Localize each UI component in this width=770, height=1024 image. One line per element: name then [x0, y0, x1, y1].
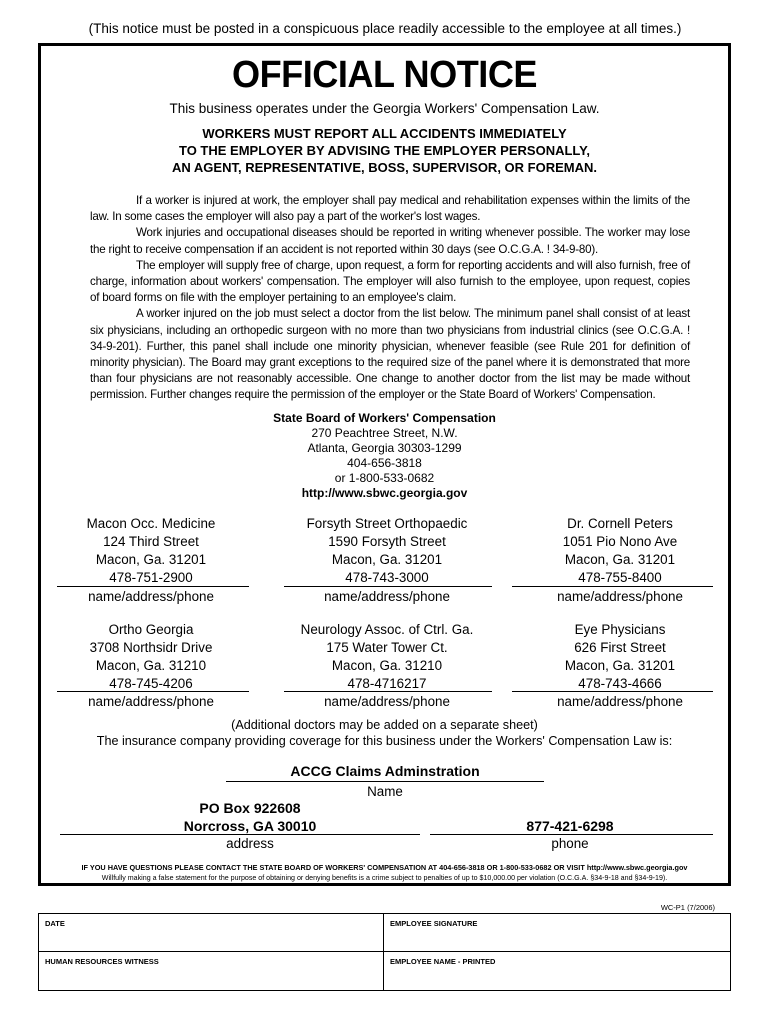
- board-street: 270 Peachtree Street, N.W.: [311, 426, 458, 440]
- doctor-city: Macon, Ga. 31210: [95, 658, 207, 673]
- doctor-field-label: name/address/phone: [88, 694, 214, 709]
- doctor-line: [512, 586, 713, 587]
- paragraph-forms: The employer will supply free of charge, upon request, a form for reporting accidents and will also furnish, free of charge, information about workers' compensation. The employer will also furnish to the employee, upon request, copies of board forms on file with the employer pertaining to an employee's claim.: [90, 258, 690, 305]
- paragraph-doctor-panel: A worker injured on the job must select a doctor from the list below. The minimum panel shall consist of at least six physicians, including an orthopedic surgeon with no more than two physicians from industrial clinics (see O.C.G.A. ! 34-9-201). Further, this panel shall include one minority physician, whenever feasible (see Rule 201 for definition of minority physician). The Board may grant exceptions to the required size of the panel where it is demonstrated that more than four physicians are not reasonably accessible. One change to another doctor from the list may be made without permission. Further changes require the permission of the employer or the State Board of Workers' Compensation.: [90, 307, 690, 402]
- posting-instruction: (This notice must be posted in a conspicuous place readily accessible to the employee at all times.): [88, 21, 682, 36]
- doctor-entry: [277, 515, 497, 587]
- doctor-field-label: name/address/phone: [557, 694, 683, 709]
- signature-table: [38, 913, 731, 991]
- doctor-entry: [510, 515, 730, 587]
- doctor-city: Macon, Ga. 31201: [564, 552, 676, 567]
- doctor-line: [57, 691, 249, 692]
- doctor-entry: [41, 515, 261, 587]
- board-url: http://www.sbwc.georgia.gov: [301, 486, 468, 500]
- doctor-street: 1590 Forsyth Street: [328, 534, 446, 549]
- notice-body: [90, 193, 690, 404]
- penalty-note: Willfully making a false statement for the purpose of obtaining or denying benefits is a crime subject to penalties of up to $10,000.00 per violation (O.C.G.A. §34-9-18 and §34-9-19).: [101, 874, 668, 882]
- doctor-street: 124 Third Street: [103, 534, 199, 549]
- signature-divider-horizontal: [38, 951, 731, 952]
- doctor-line: [57, 586, 249, 587]
- doctor-field-label: name/address/phone: [88, 589, 214, 604]
- doctor-phone: 478-743-4666: [578, 676, 662, 691]
- reporting-warning: [38, 125, 731, 176]
- doctor-city: Macon, Ga. 31201: [95, 552, 207, 567]
- doctor-entry: [510, 621, 730, 693]
- page-title: OFFICIAL NOTICE: [231, 54, 538, 96]
- insurer-phone: 877-421-6298: [526, 818, 614, 834]
- doctor-name: Ortho Georgia: [108, 622, 194, 637]
- doctor-street: 3708 Northsidr Drive: [89, 640, 213, 655]
- doctor-line: [284, 691, 492, 692]
- insurance-section-intro: [38, 717, 731, 749]
- doctor-city: Macon, Ga. 31201: [331, 552, 443, 567]
- board-name: State Board of Workers' Compensation: [273, 411, 496, 425]
- employee-signature-field[interactable]: EMPLOYEE SIGNATURE: [390, 919, 478, 928]
- doctor-field-label: name/address/phone: [557, 589, 683, 604]
- state-board-contact: [38, 411, 731, 501]
- doctor-name: Macon Occ. Medicine: [86, 516, 216, 531]
- board-phone: 404-656-3818: [347, 456, 422, 470]
- insurance-intro: The insurance company providing coverage for this business under the Workers' Compensation Law is:: [96, 734, 673, 748]
- warning-line-3: AN AGENT, REPRESENTATIVE, BOSS, SUPERVISOR, OR FOREMAN.: [172, 160, 597, 175]
- doctor-phone: 478-755-8400: [578, 570, 662, 585]
- board-city: Atlanta, Georgia 30303-1299: [307, 441, 462, 455]
- doctor-field-label: name/address/phone: [324, 694, 450, 709]
- doctor-line: [284, 586, 492, 587]
- insurer-address-line: [60, 834, 420, 835]
- date-field[interactable]: DATE: [45, 919, 65, 928]
- additional-doctors-note: (Additional doctors may be added on a separate sheet): [231, 718, 538, 732]
- hr-witness-field[interactable]: HUMAN RESOURCES WITNESS: [45, 957, 159, 966]
- insurer-name: ACCG Claims Adminstration: [290, 763, 480, 779]
- doctor-street: 626 First Street: [574, 640, 666, 655]
- doctor-line: [512, 691, 713, 692]
- doctor-street: 175 Water Tower Ct.: [326, 640, 448, 655]
- subtitle: This business operates under the Georgia Workers' Compensation Law.: [169, 101, 600, 116]
- signature-divider-vertical: [383, 913, 384, 991]
- insurer-phone-label: phone: [551, 836, 589, 851]
- warning-line-1: WORKERS MUST REPORT ALL ACCIDENTS IMMEDIATELY: [202, 126, 567, 141]
- doctor-field-label: name/address/phone: [324, 589, 450, 604]
- insurer-phone-line: [430, 834, 713, 835]
- insurer-address-label: address: [226, 836, 274, 851]
- insurer-name-line: [226, 781, 544, 782]
- doctor-entry: [41, 621, 261, 693]
- warning-line-2: TO THE EMPLOYER BY ADVISING THE EMPLOYER PERSONALLY,: [178, 143, 590, 158]
- paragraph-report-injuries: Work injuries and occupational diseases should be reported in writing whenever possible. The worker may lose the right to receive compensation if an accident is not reported within 30 days (see O.C.G.A. ! 34-9-80).: [90, 226, 690, 256]
- doctor-entry: [277, 621, 497, 693]
- contact-note: IF YOU HAVE QUESTIONS PLEASE CONTACT THE STATE BOARD OF WORKERS' COMPENSATION AT 404-656-3818 OR 1-800-533-0682 OR VISIT http://www.sbwc.georgia.gov: [81, 863, 688, 872]
- form-id: WC-P1 (7/2006): [660, 903, 715, 912]
- doctor-name: Forsyth Street Orthopaedic: [306, 516, 468, 531]
- doctor-name: Eye Physicians: [574, 622, 666, 637]
- doctor-phone: 478-4716217: [347, 676, 427, 691]
- insurer-name-label: Name: [367, 784, 403, 799]
- doctor-name: Neurology Assoc. of Ctrl. Ga.: [300, 622, 474, 637]
- doctor-name: Dr. Cornell Peters: [567, 516, 673, 531]
- doctor-street: 1051 Pio Nono Ave: [562, 534, 678, 549]
- insurer-address-line-2: Norcross, GA 30010: [183, 818, 317, 834]
- paragraph-employer-pays: If a worker is injured at work, the employer shall pay medical and rehabilitation expenses within the limits of the law. In some cases the employer will also pay a part of the worker's lost wages.: [90, 194, 690, 224]
- doctor-phone: 478-751-2900: [109, 570, 193, 585]
- employee-name-field[interactable]: EMPLOYEE NAME - PRINTED: [390, 957, 496, 966]
- doctor-phone: 478-745-4206: [109, 676, 193, 691]
- board-tollfree: or 1-800-533-0682: [334, 471, 435, 485]
- insurer-address-line-1: PO Box 922608: [199, 800, 301, 816]
- doctor-phone: 478-743-3000: [345, 570, 429, 585]
- doctor-city: Macon, Ga. 31210: [331, 658, 443, 673]
- doctor-city: Macon, Ga. 31201: [564, 658, 676, 673]
